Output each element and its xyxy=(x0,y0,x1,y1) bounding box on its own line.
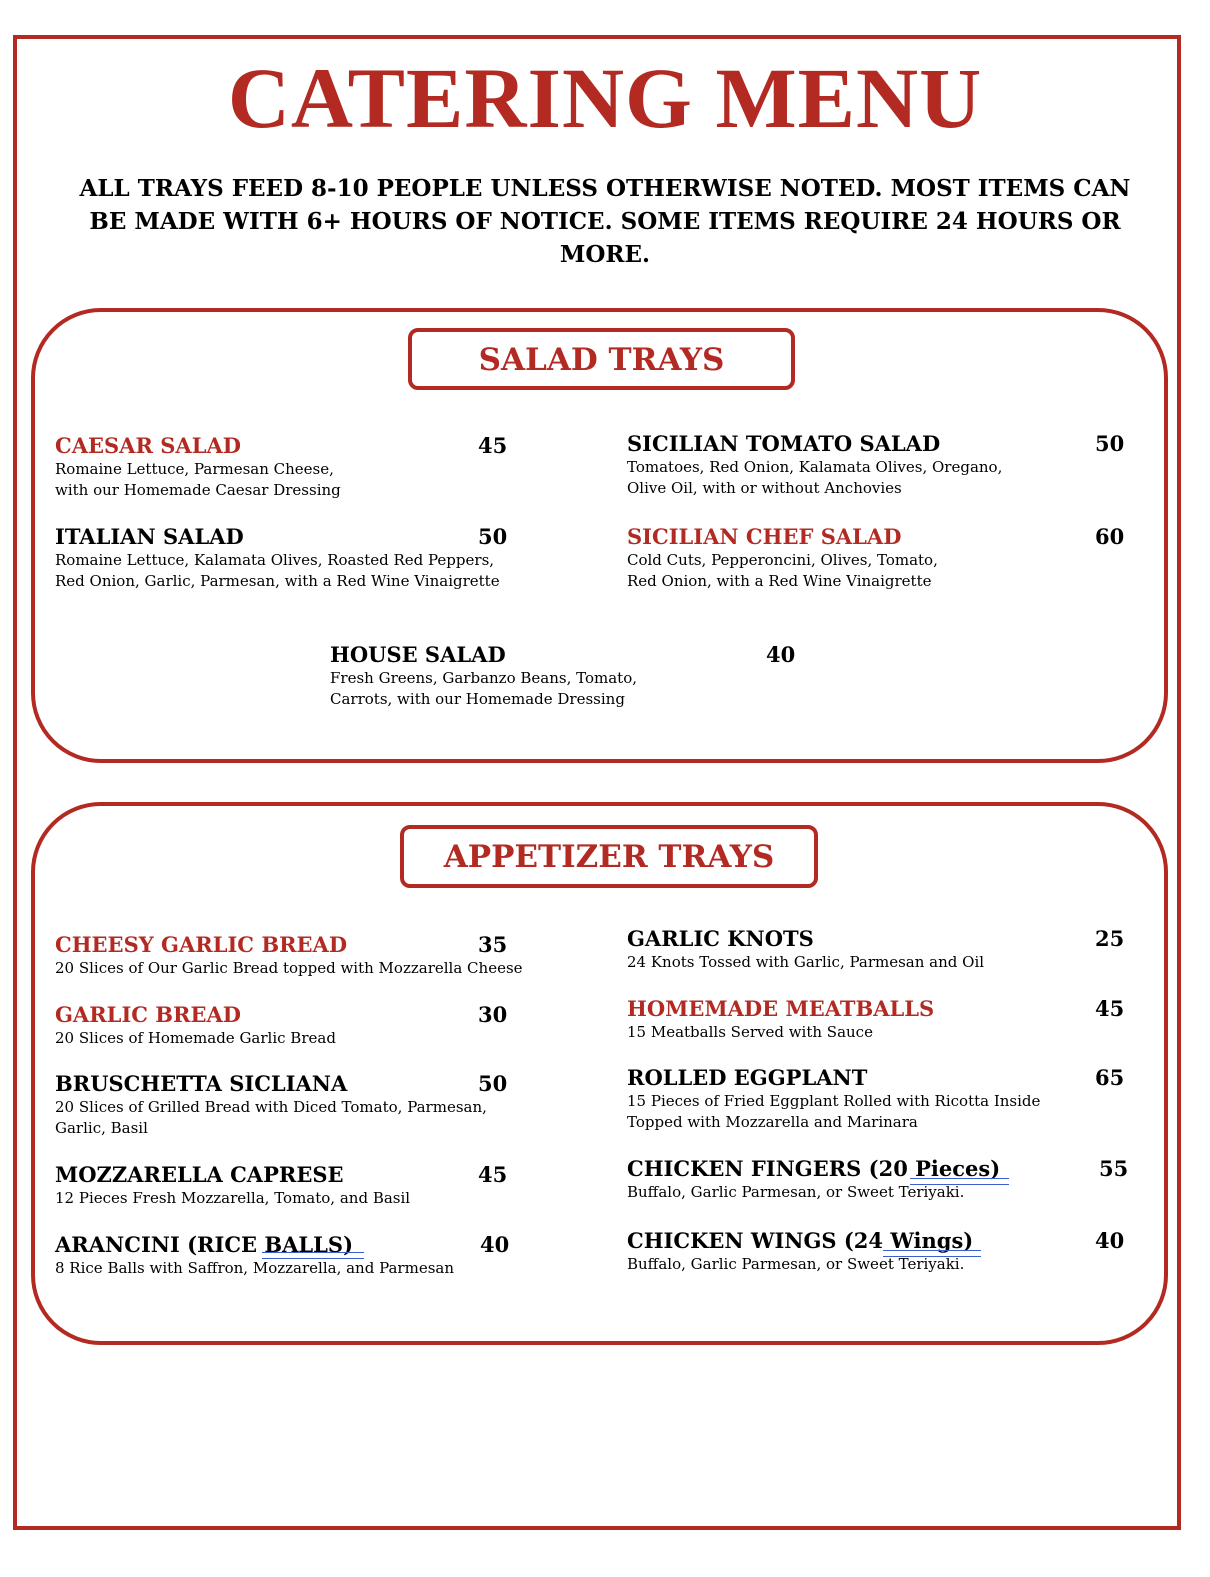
item-name: CAESAR SALAD xyxy=(55,433,241,458)
item-name: SICILIAN TOMATO SALAD xyxy=(627,431,941,456)
item-name: MOZZARELLA CAPRESE xyxy=(55,1162,344,1187)
item-name: CHEESY GARLIC BREAD xyxy=(55,932,348,957)
item-name: ITALIAN SALAD xyxy=(55,524,244,549)
item-name: BRUSCHETTA SICLIANA xyxy=(55,1071,348,1096)
item-price: 55 xyxy=(1099,1156,1129,1181)
item-price: 40 xyxy=(1095,1228,1125,1253)
item-price: 25 xyxy=(1095,926,1125,951)
item-description: 20 Slices of Our Garlic Bread topped with Mozzarella Cheese xyxy=(55,959,523,977)
item-name: ARANCINI (RICE BALLS) xyxy=(55,1232,354,1257)
item-name: CHICKEN WINGS (24 Wings) xyxy=(627,1228,974,1253)
item-price: 45 xyxy=(478,1162,508,1187)
appetizer-trays-heading: APPETIZER TRAYS xyxy=(400,825,818,888)
item-name: HOUSE SALAD xyxy=(330,642,506,667)
item-description: 20 Slices of Homemade Garlic Bread xyxy=(55,1029,336,1047)
item-name: SICILIAN CHEF SALAD xyxy=(627,524,902,549)
item-description: Buffalo, Garlic Parmesan, or Sweet Teriyaki. xyxy=(627,1183,965,1201)
item-description: 8 Rice Balls with Saffron, Mozzarella, and Parmesan xyxy=(55,1259,455,1277)
item-description: 15 Pieces of Fried Eggplant Rolled with Ricotta Inside Topped with Mozzarella and Marinara xyxy=(627,1092,1041,1131)
item-description: Fresh Greens, Garbanzo Beans, Tomato, Carrots, with our Homemade Dressing xyxy=(330,669,637,708)
page-title: CATERING MENU xyxy=(227,50,983,146)
item-price: 60 xyxy=(1095,524,1125,549)
item-description: 12 Pieces Fresh Mozzarella, Tomato, and Basil xyxy=(55,1189,411,1207)
item-price: 45 xyxy=(1095,996,1125,1021)
spellcheck-underline xyxy=(262,1252,364,1259)
item-name: GARLIC BREAD xyxy=(55,1002,242,1027)
item-description: 24 Knots Tossed with Garlic, Parmesan and Oil xyxy=(627,953,985,971)
item-description: Romaine Lettuce, Kalamata Olives, Roasted Red Peppers, Red Onion, Garlic, Parmesan, with a Red Wine Vinaigrette xyxy=(55,551,500,590)
item-price: 40 xyxy=(480,1232,510,1257)
item-description: 15 Meatballs Served with Sauce xyxy=(627,1023,873,1041)
item-price: 45 xyxy=(478,433,508,458)
item-name: ROLLED EGGPLANT xyxy=(627,1065,868,1090)
item-price: 40 xyxy=(766,642,796,667)
item-price: 65 xyxy=(1095,1065,1125,1090)
item-description: Cold Cuts, Pepperoncini, Olives, Tomato, Red Onion, with a Red Wine Vinaigrette xyxy=(627,551,938,590)
item-description: Tomatoes, Red Onion, Kalamata Olives, Oregano, Olive Oil, with or without Anchovies xyxy=(627,458,1003,497)
item-price: 50 xyxy=(478,524,508,549)
item-price: 30 xyxy=(478,1002,508,1027)
item-name: CHICKEN FINGERS (20 Pieces) xyxy=(627,1156,1001,1181)
salad-trays-heading: SALAD TRAYS xyxy=(408,328,795,390)
item-name: GARLIC KNOTS xyxy=(627,926,814,951)
item-description: Buffalo, Garlic Parmesan, or Sweet Teriyaki. xyxy=(627,1255,965,1273)
item-price: 50 xyxy=(478,1071,508,1096)
item-price: 50 xyxy=(1095,431,1125,456)
spellcheck-underline xyxy=(910,1178,1009,1185)
item-description: Romaine Lettuce, Parmesan Cheese, with our Homemade Caesar Dressing xyxy=(55,460,341,499)
item-description: 20 Slices of Grilled Bread with Diced Tomato, Parmesan, Garlic, Basil xyxy=(55,1098,487,1137)
item-name: HOMEMADE MEATBALLS xyxy=(627,996,935,1021)
serving-notice: ALL TRAYS FEED 8-10 PEOPLE UNLESS OTHERWISE NOTED. MOST ITEMS CAN BE MADE WITH 6+ HOURS OF NOTICE. SOME ITEMS REQUIRE 24 HOURS OR MORE. xyxy=(79,175,1131,268)
item-price: 35 xyxy=(478,932,508,957)
spellcheck-underline xyxy=(883,1250,981,1257)
